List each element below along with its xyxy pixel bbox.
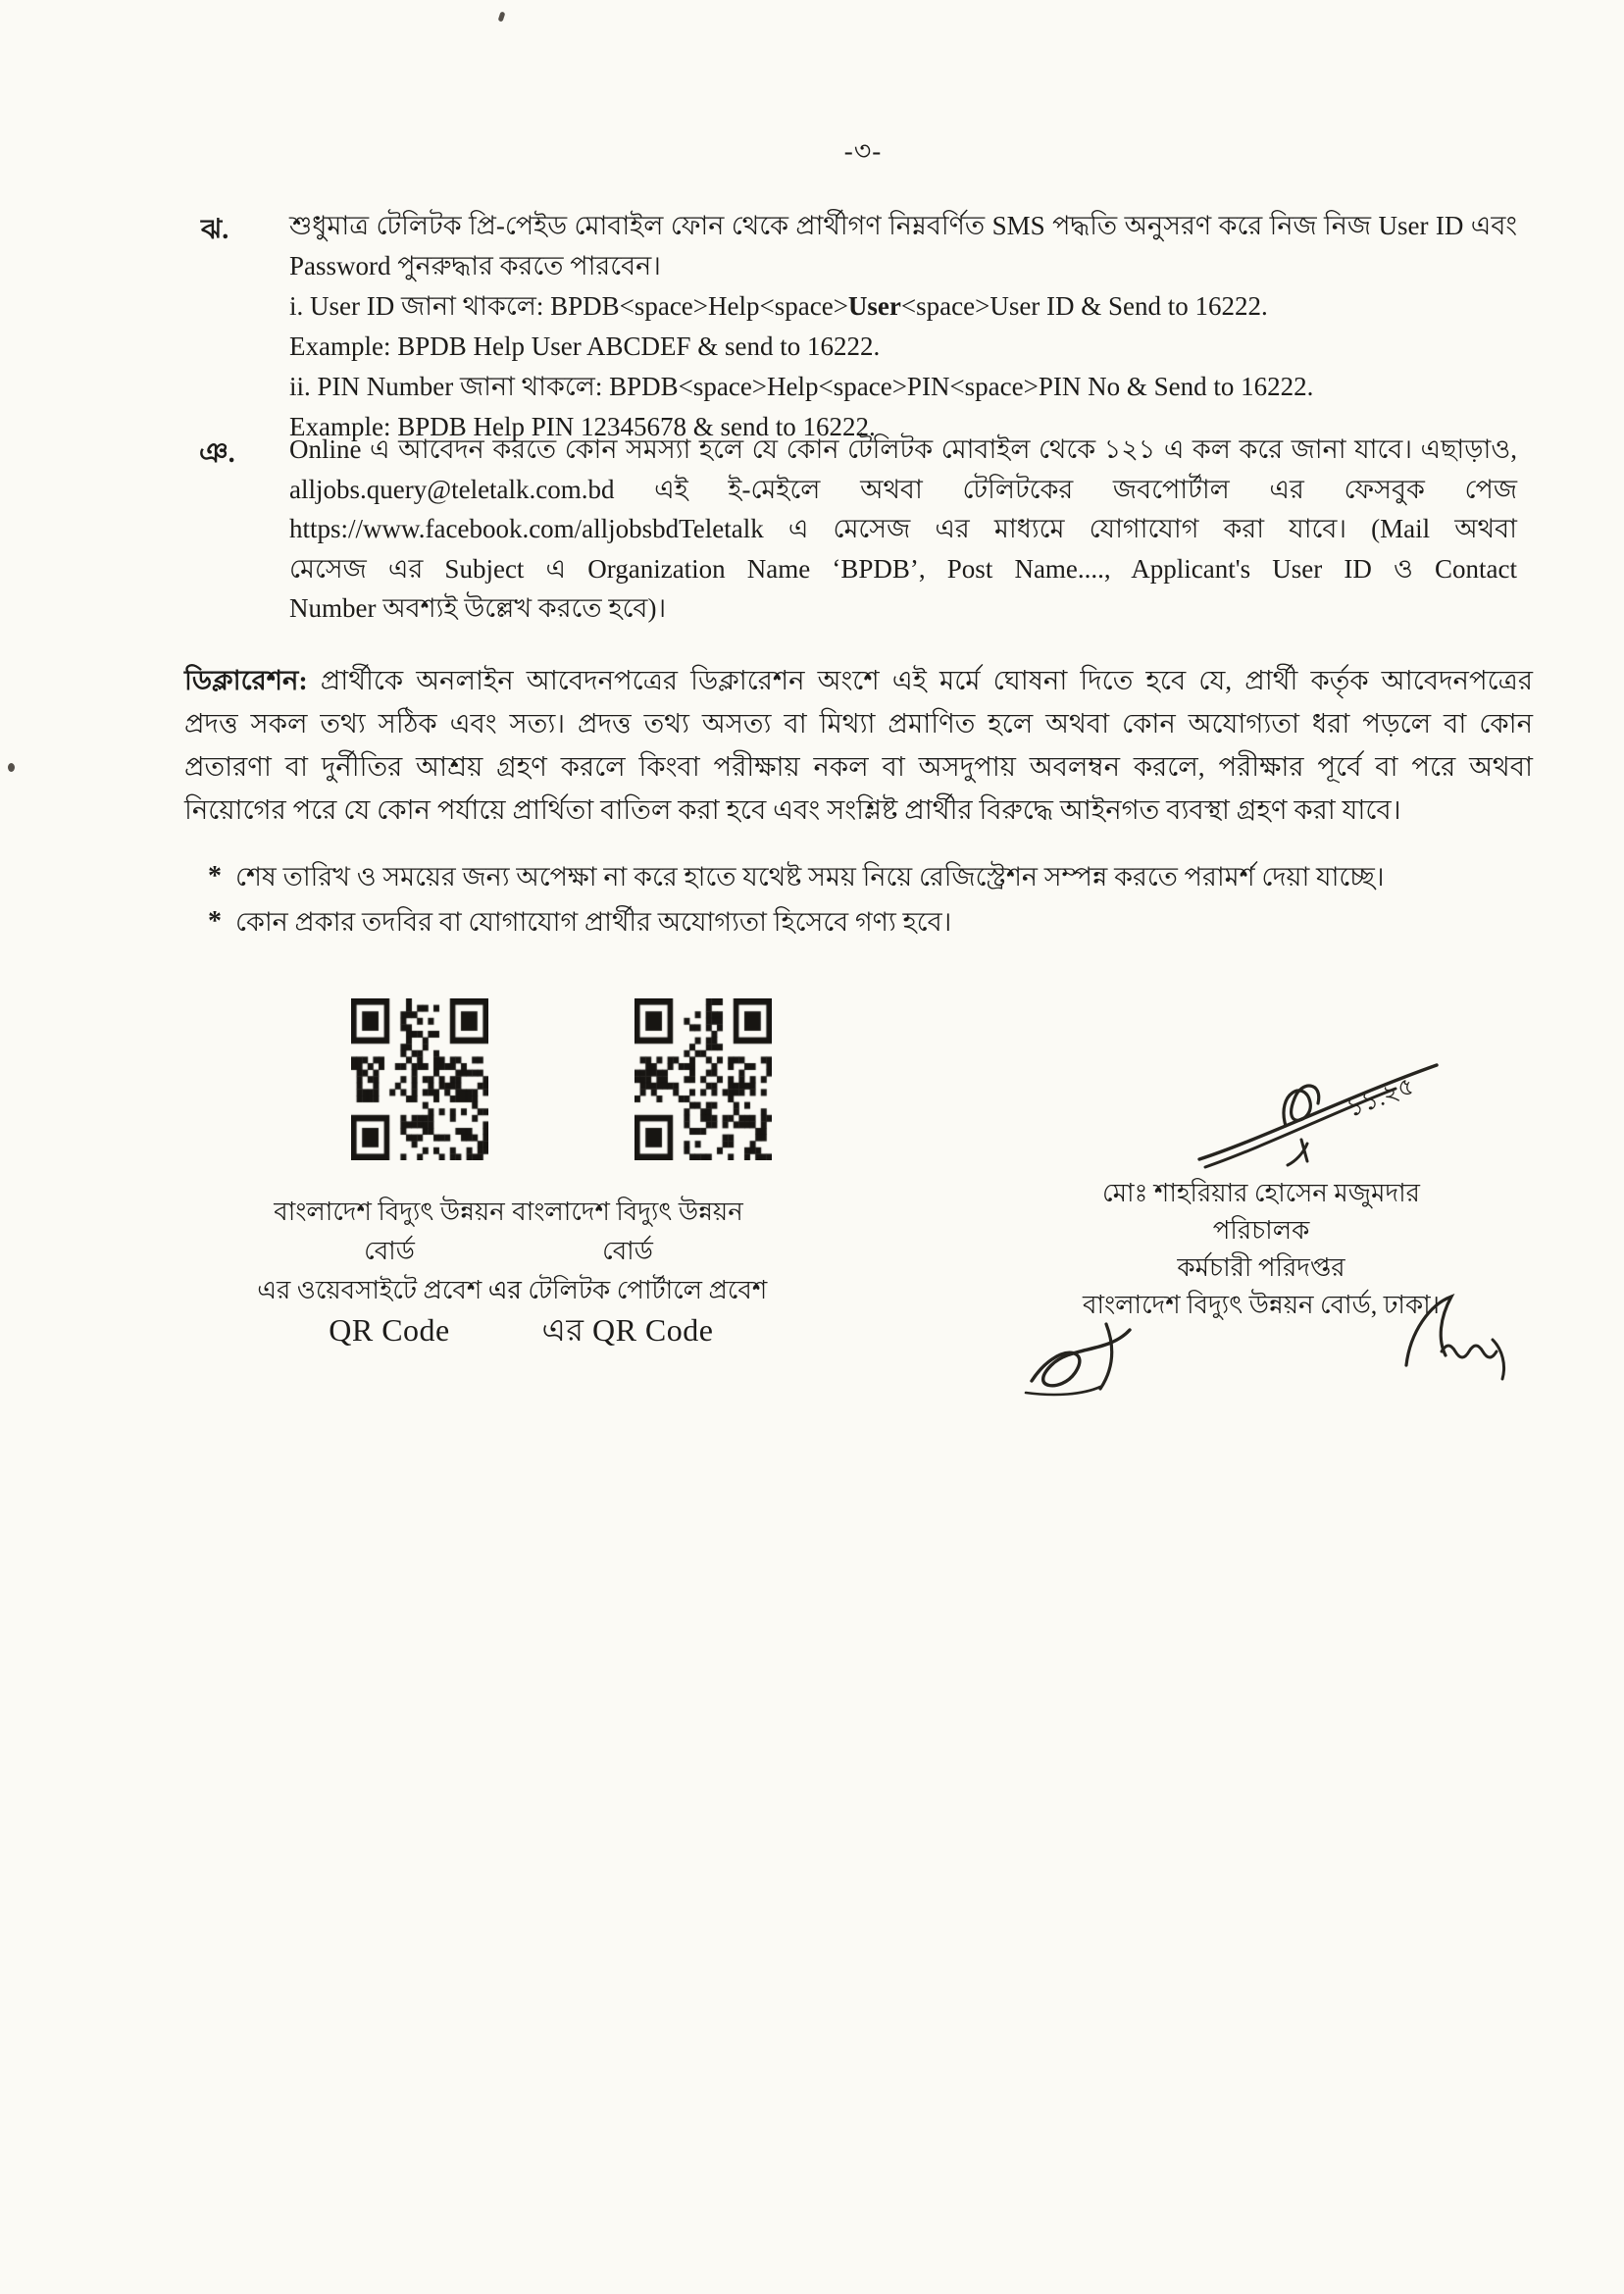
page-number: -৩- [843,136,883,166]
signature-scribble-icon [1192,1049,1476,1177]
facebook-url-line: https://www.facebook.com/alljobsbdTeletalk এ মেসেজ এর মাধ্যমে যোগাযোগ করা যাবে। (Mail অথবা [289,514,1517,543]
ink-speck [8,763,15,772]
qr-code-website [351,998,488,1165]
signature-scribble-icon [1391,1275,1518,1388]
signature-scribble-icon [1020,1312,1157,1405]
caption-line: এর ওয়েবসাইটে প্রবেশ এর [257,1276,522,1304]
sms-example-user: Example: BPDB Help User ABCDEF & send to 16222. [289,331,881,361]
caption-line: বাংলাদেশ বিদ্যুৎ উন্নয়ন বোর্ড [274,1198,505,1265]
sms-help-pin-line: ii. PIN Number জানা থাকলে: BPDB<space>Help<space>PIN<space>PIN No & Send to 16222. [289,372,1314,401]
section-marker-jha: ঝ. [201,215,229,245]
note-text: কোন প্রকার তদবির বা যোগাযোগ প্রার্থীর অযোগ্যতা হিসেবে গণ্য হবে। [235,907,952,937]
section-nga-body [289,430,1517,629]
section-marker-nga: ঞ. [199,438,235,469]
handwritten-date: ১১.২৫ [1343,1072,1418,1123]
declaration-paragraph [184,659,1533,832]
body-line: Password পুনরুদ্ধার করতে পারবেন। [289,251,661,280]
body-line: প্রতারণা বা দুর্নীতির আশ্রয় গ্রহণ করলে কিংবা পরীক্ষায় নকল বা অসদুপায় অবলম্বন করলে, পরীক্ষার পূর্বে বা পরে অথবা [184,751,1533,782]
body-line: Online এ আবেদন করতে কোন সমস্যা হলে যে কোন টেলিটক মোবাইল থেকে ১২১ এ কল করে জানা যাবে। এছাড়াও, [289,434,1517,464]
body-line: মেসেজ এর Subject এ Organization Name ‘BPDB’, Post Name...., Applicant's User ID ও Contact [289,553,1517,584]
signatory-department: কর্মচারী পরিদপ্তর [1177,1253,1345,1282]
signatory-name: মোঃ শাহরিয়ার হোসেন মজুমদার [1102,1179,1420,1207]
caption-line: বাংলাদেশ বিদ্যুৎ উন্নয়ন বোর্ড [512,1198,743,1265]
body-line: শুধুমাত্র টেলিটক প্রি-পেইড মোবাইল ফোন থেকে প্রার্থীগণ নিম্নবর্ণিত SMS পদ্ধতি অনুসরণ করে নিজ নিজ User ID এবং [289,211,1517,240]
asterisk-bullet: * [208,861,222,892]
note-row [208,857,1384,896]
sms-example-pin: Example: BPDB Help PIN 12345678 & send to 16222. [289,412,876,441]
caption-line: এর QR Code [541,1312,714,1348]
qr-code-image [634,998,772,1160]
sms-keyword-user: User [847,291,901,321]
signatory-title: পরিচালক [1212,1216,1310,1245]
declaration-label: ডিক্লারেশন: [184,665,308,695]
qr-caption-teletalk [485,1193,770,1350]
ink-speck [498,11,506,22]
support-email-line: alljobs.query@teletalk.com.bd এই ই-মেইলে অথবা টেলিটকের জবপোর্টাল এর ফেসবুক পেজ [289,474,1517,504]
body-line: প্রদত্ত সকল তথ্য সঠিক এবং সত্য। প্রদত্ত তথ্য অসত্য বা মিথ্যা প্রমাণিত হলে অথবা কোন অযোগ্যতা ধরা পড়লে বা কোন [184,708,1533,739]
declaration-first-line: ডিক্লারেশন: প্রার্থীকে অনলাইন আবেদনপত্রের ডিক্লারেশন অংশে এই মর্মে ঘোষনা দিতে হবে যে, প্রার্থী কর্তৃক আবেদনপত্রের [184,665,1533,695]
body-line: নিয়োগের পরে যে কোন পর্যায়ে প্রার্থিতা বাতিল করা হবে এবং সংশ্লিষ্ট প্রার্থীর বিরুদ্ধে আইনগত ব্যবস্থা গ্রহণ করা যাবে। [184,794,1401,825]
note-text: শেষ তারিখ ও সময়ের জন্য অপেক্ষা না করে হাতে যথেষ্ট সময় নিয়ে রেজিস্ট্রেশন সম্পন্ন করতে পরামর্শ দেয়া যাচ্ছে। [235,862,1385,892]
asterisk-bullet: * [208,906,222,937]
caption-line: এর টেলিটক পোর্টালে প্রবেশ [487,1276,768,1304]
section-jha-body [289,206,1517,447]
caption-line: QR Code [329,1312,450,1348]
qr-code-teletalk-portal [634,998,772,1165]
qr-code-image [351,998,488,1160]
sms-help-user-line: i. User ID জানা থাকলে: BPDB<space>Help<space>User<space>User ID & Send to 16222. [289,291,1268,321]
note-row [208,902,951,942]
signatory-organization: বাংলাদেশ বিদ্যুৎ উন্নয়ন বোর্ড, ঢাকা। [1082,1291,1440,1319]
body-line: Number অবশ্যই উল্লেখ করতে হবে)। [289,593,667,623]
